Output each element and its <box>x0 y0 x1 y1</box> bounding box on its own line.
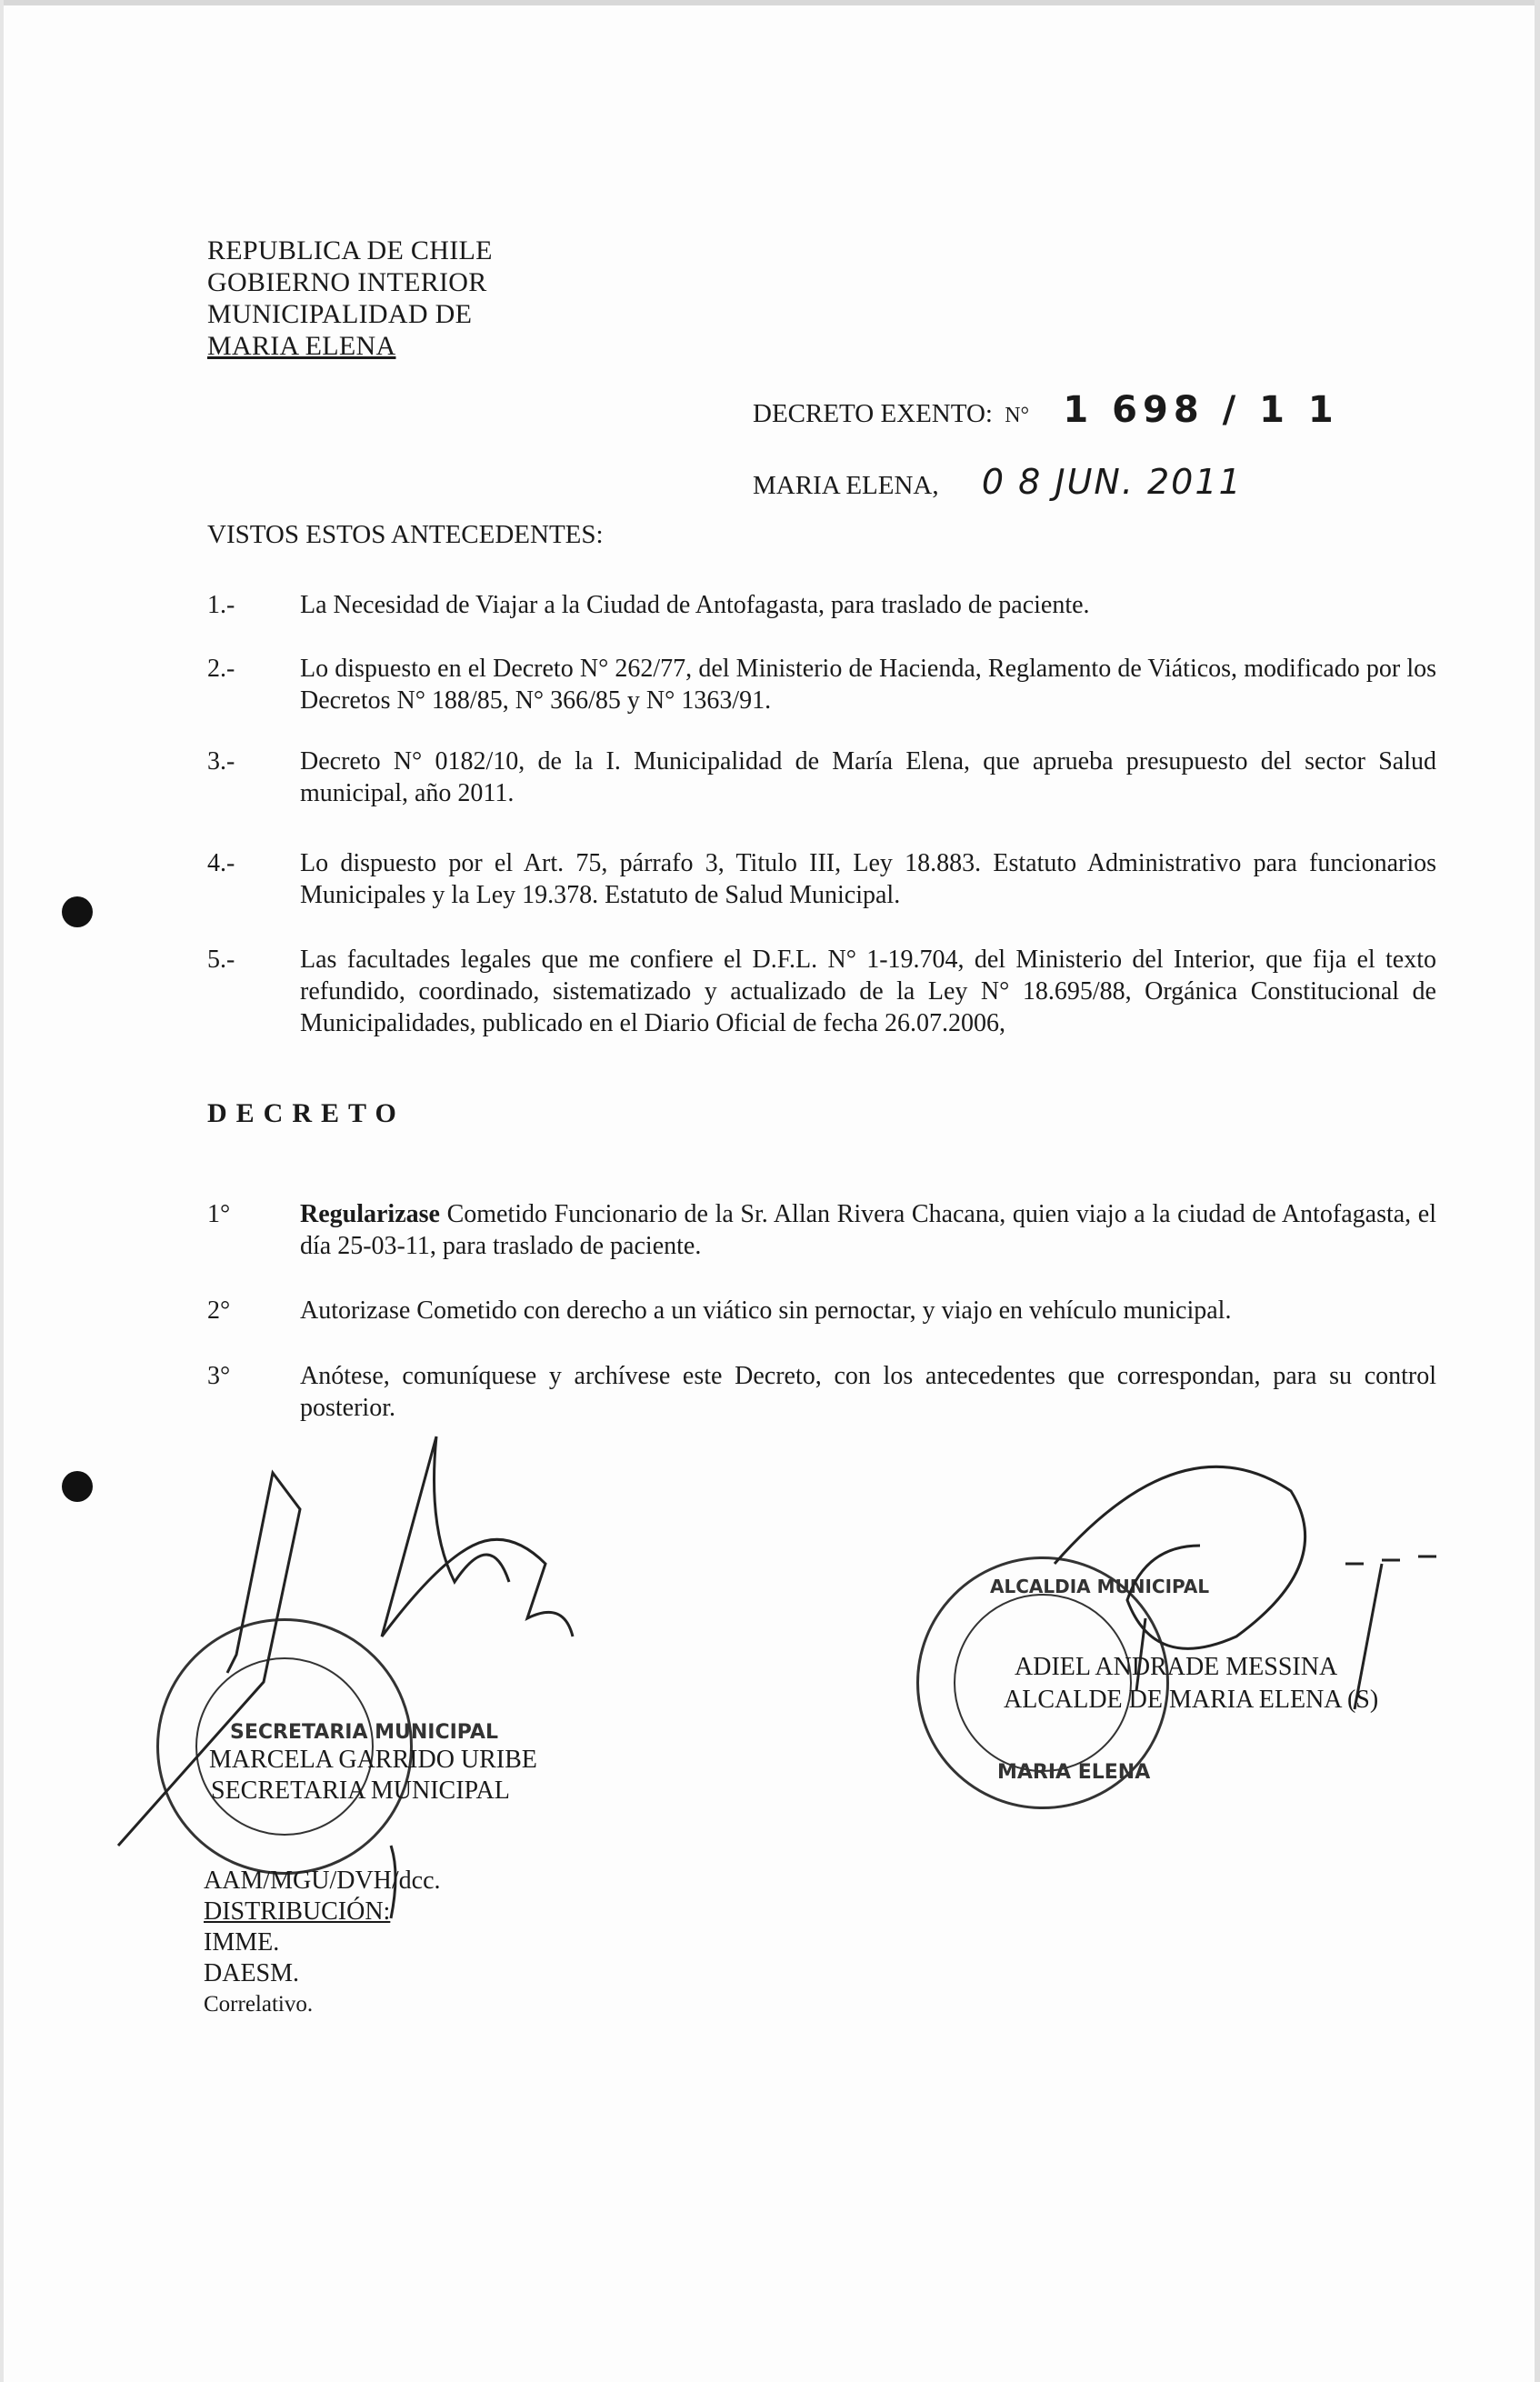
scan-edge <box>0 0 1540 5</box>
distribution-label: DISTRIBUCIÓN: <box>204 1897 391 1926</box>
article-text: Anótese, comuníquese y archívese este Decreto, con los antecedentes que correspondan, para su control posterior. <box>300 1362 1436 1422</box>
punch-hole-icon <box>62 1471 93 1502</box>
item-text: Lo dispuesto en el Decreto N° 262/77, del Ministerio de Hacienda, Reglamento de Viáticos, modificado por los Decretos N° 188/85, N° 366/85 y N° 1363/91. <box>300 655 1436 715</box>
item-text: La Necesidad de Viajar a la Ciudad de Antofagasta, para traslado de paciente. <box>300 591 1090 619</box>
article-text <box>300 1198 1436 1262</box>
scan-edge <box>1535 0 1540 2382</box>
article-number: 3° <box>207 1362 231 1390</box>
right-signer-role: ALCALDE DE MARIA ELENA (S) <box>1004 1686 1379 1714</box>
left-signer-role: SECRETARIA MUNICIPAL <box>211 1776 510 1805</box>
letterhead-line: GOBIERNO INTERIOR <box>207 267 487 297</box>
seal-bottom-text: MARIA ELENA <box>997 1761 1151 1784</box>
seal-top-text: ALCALDIA MUNICIPAL <box>990 1576 1210 1597</box>
article-number: 1° <box>207 1200 231 1228</box>
article-body: Cometido Funcionario de la Sr. Allan Rivera Chacana, quien viajo a la ciudad de Antofagasta, el día 25-03-11, para traslado de paciente. <box>300 1200 1436 1260</box>
article-number: 2° <box>207 1296 231 1325</box>
distribution-block <box>204 1866 441 2020</box>
letterhead <box>207 235 493 362</box>
decree-label: DECRETO EXENTO: <box>753 399 993 428</box>
recipient: DAESM. <box>204 1959 300 1987</box>
place: MARIA ELENA, <box>753 471 939 500</box>
date-stamp: 0 8 JUN. 2011 <box>981 462 1243 502</box>
left-signer-name: MARCELA GARRIDO URIBE <box>209 1746 537 1774</box>
correlativo: Correlativo. <box>204 1992 314 2017</box>
seal-inner-ring <box>954 1594 1132 1772</box>
vistos-title: VISTOS ESTOS ANTECEDENTES: <box>207 520 604 549</box>
item-number: 4.- <box>207 849 235 877</box>
decree-number-prefix: N° <box>1005 404 1030 427</box>
seal-center-text: SECRETARIA MUNICIPAL <box>230 1721 498 1744</box>
item-text: Decreto N° 0182/10, de la I. Municipalidad de María Elena, que aprueba presupuesto del sector Salud municipal, año 2011. <box>300 747 1436 807</box>
punch-hole-icon <box>62 896 93 927</box>
item-number: 2.- <box>207 655 235 683</box>
recipient: IMME. <box>204 1928 280 1957</box>
item-number: 3.- <box>207 747 235 776</box>
item-text: Las facultades legales que me confiere el D.F.L. N° 1-19.704, del Ministerio del Interior, que fija el texto refundido, coordinado, sistematizado y actualizado de la Ley N° 18.695/88, Orgánica Constitucional de Municipalidades, publicado en el Diario Oficial de fecha 26.07.2006, <box>300 946 1436 1037</box>
decreto-title: DECRETO <box>207 1098 405 1128</box>
scan-edge <box>0 0 4 2382</box>
article-text: Autorizase Cometido con derecho a un viático sin pernoctar, y viajo en vehículo municipal. <box>300 1296 1232 1325</box>
initials: AAM/MGU/DVH/dcc. <box>204 1867 441 1895</box>
right-signer-name: ADIEL ANDRADE MESSINA <box>1015 1653 1338 1681</box>
decree-number <box>753 389 1339 431</box>
item-number: 1.- <box>207 591 235 619</box>
decree-number-stamp: 1 698 / 1 1 <box>1063 389 1339 431</box>
place-date <box>753 462 1243 502</box>
item-number: 5.- <box>207 946 235 974</box>
item-text: Lo dispuesto por el Art. 75, párrafo 3, Titulo III, Ley 18.883. Estatuto Administrativo para funcionarios Municipales y la Ley 19.378. Estatuto de Salud Municipal. <box>300 849 1436 909</box>
letterhead-line: MUNICIPALIDAD DE <box>207 299 473 329</box>
letterhead-line: MARIA ELENA <box>207 331 396 361</box>
letterhead-line: REPUBLICA DE CHILE <box>207 235 493 265</box>
article-bold-lead: Regularizase <box>300 1200 440 1228</box>
